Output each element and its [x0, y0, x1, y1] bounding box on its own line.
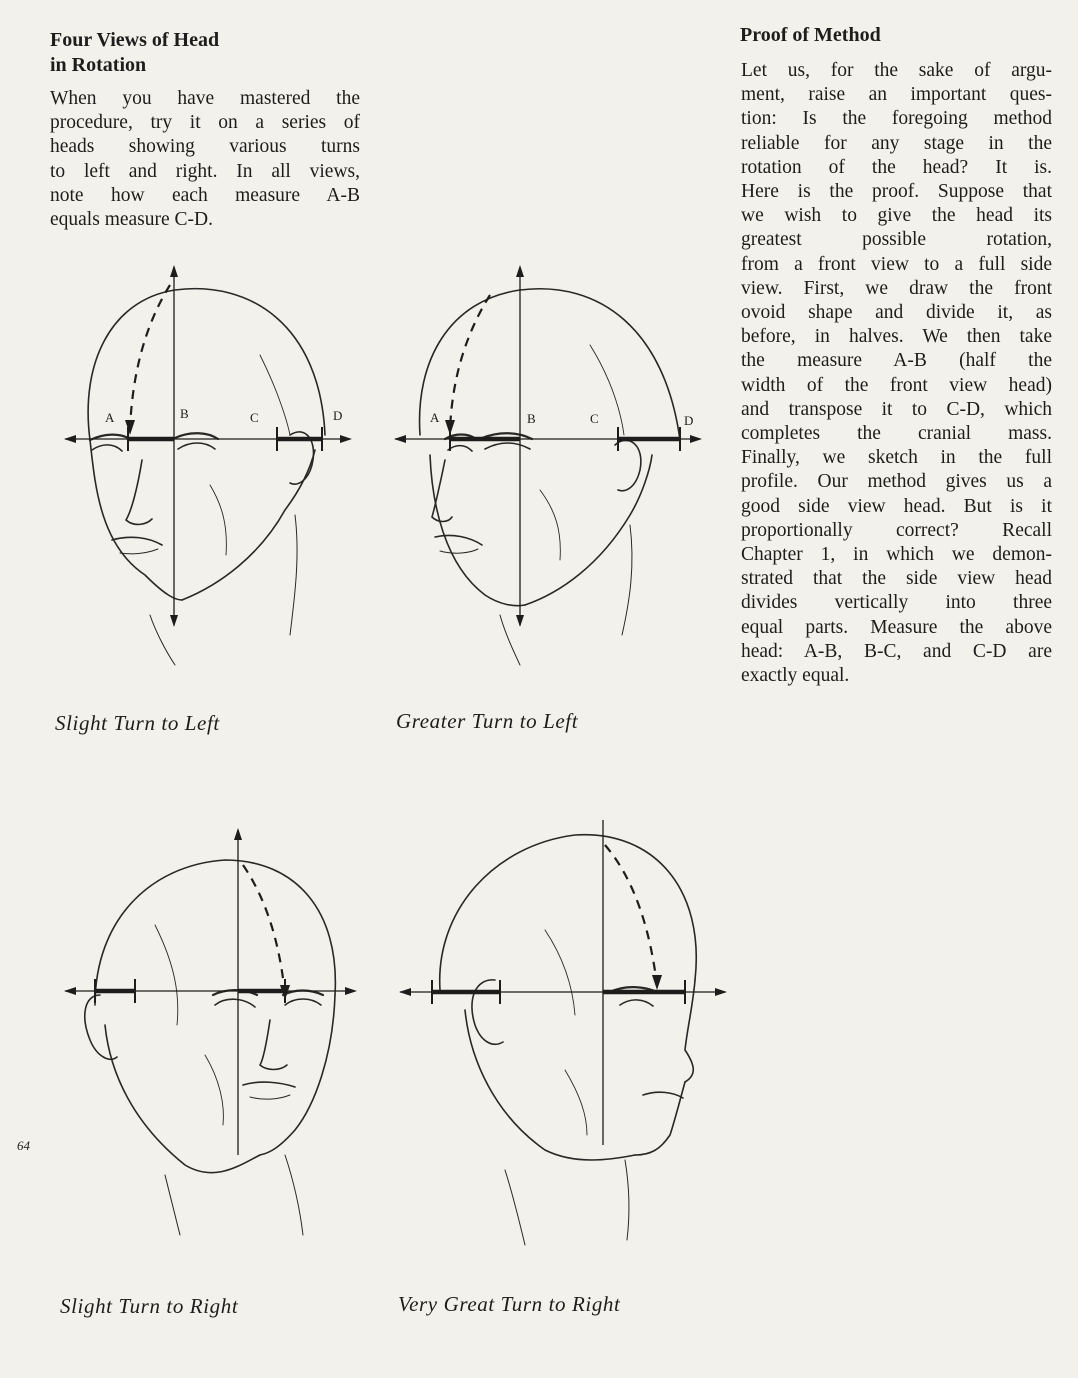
measure-label: C: [250, 410, 259, 425]
head-drawing-greater-turn-left: [390, 255, 720, 675]
head-sketch-svg: [395, 820, 735, 1250]
text-line: strated that the side view head: [741, 568, 1052, 590]
text-line: exactly equal.: [741, 665, 850, 687]
text-line: divides vertically into three: [741, 592, 1052, 614]
measure-label: D: [333, 408, 343, 423]
text-line: profile. Our method gives us a: [741, 471, 1052, 493]
heading-line: in Rotation: [50, 54, 147, 76]
head-sketch-svg: [390, 255, 720, 675]
head-drawing-slight-turn-right: [55, 825, 375, 1245]
text-line: view. First, we draw the front: [741, 277, 1052, 299]
section-heading-four-views: [50, 28, 219, 78]
text-line: tion: Is the foregoing method: [741, 108, 1052, 130]
text-line: reliable for any stage in the: [741, 132, 1052, 154]
text-line: rotation of the head? It is.: [741, 156, 1052, 178]
measure-label: A: [430, 410, 440, 425]
heading-line: Four Views of Head: [50, 29, 220, 51]
text-line: the measure A-B (half the: [741, 350, 1052, 372]
text-line: width of the front view head): [741, 374, 1052, 396]
text-line: equals measure C-D.: [50, 209, 213, 231]
measure-label: D: [684, 413, 694, 428]
text-line: completes the cranial mass.: [741, 423, 1052, 445]
heading-line: Proof of Method: [740, 24, 881, 46]
text-line: to left and right. In all views,: [50, 160, 360, 182]
measure-label: A: [105, 410, 115, 425]
figure-caption: Slight Turn to Right: [60, 1294, 239, 1318]
text-line: proportionally correct? Recall: [741, 519, 1052, 541]
text-line: note how each measure A-B: [50, 184, 360, 206]
text-line: procedure, try it on a series of: [50, 112, 360, 134]
text-line: Finally, we sketch in the full: [741, 447, 1052, 469]
text-line: ment, raise an important ques-: [741, 84, 1052, 106]
head-drawing-very-great-turn-right: [395, 820, 735, 1250]
measure-label: B: [180, 406, 189, 421]
figure-caption: Greater Turn to Left: [396, 709, 579, 733]
text-line: good side view head. But is it: [741, 495, 1052, 517]
head-sketch-svg: [55, 825, 375, 1245]
text-line: head: A-B, B-C, and C-D are: [741, 640, 1052, 662]
text-line: before, in halves. We then take: [741, 326, 1052, 348]
text-line: Chapter 1, in which we demon-: [741, 544, 1052, 566]
measure-label: B: [527, 411, 536, 426]
text-line: we wish to give the head its: [741, 205, 1052, 227]
text-line: heads showing various turns: [50, 136, 360, 158]
head-drawing-slight-turn-left: [50, 255, 370, 675]
head-sketch-svg: [50, 255, 370, 675]
text-line: ovoid shape and divide it, as: [741, 302, 1052, 324]
text-line: Let us, for the sake of argu-: [741, 60, 1052, 81]
text-line: from a front view to a full side: [741, 253, 1052, 275]
figure-caption: Very Great Turn to Right: [398, 1292, 621, 1316]
intro-paragraph: [50, 87, 360, 232]
figure-caption: Slight Turn to Left: [55, 711, 220, 735]
proof-paragraph: [741, 59, 1052, 688]
measure-label: C: [590, 411, 599, 426]
text-line: Here is the proof. Suppose that: [741, 181, 1052, 203]
text-line: and transpose it to C-D, which: [741, 398, 1052, 420]
text-line: greatest possible rotation,: [741, 229, 1052, 251]
section-heading-proof: [740, 23, 881, 48]
text-line: When you have mastered the: [50, 88, 360, 109]
page-number: 64: [17, 1138, 30, 1153]
text-line: equal parts. Measure the above: [741, 616, 1052, 638]
